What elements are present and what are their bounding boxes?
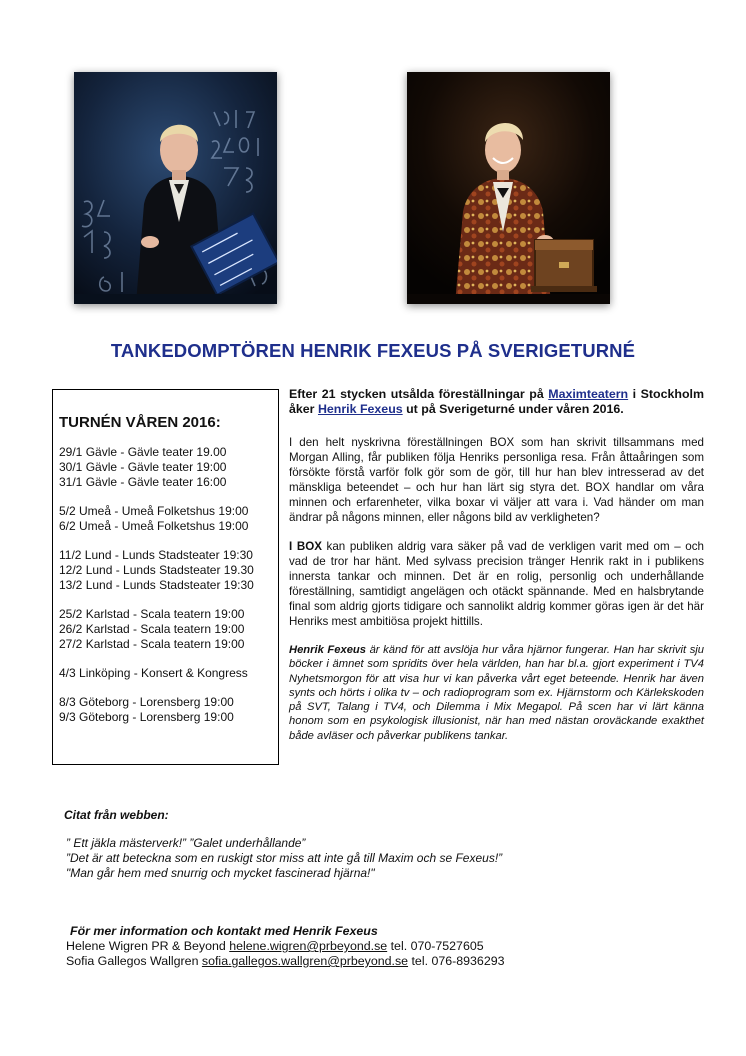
- article-intro: [289, 387, 704, 417]
- tour-group-lund: [59, 548, 278, 593]
- contact-line-sofia: [66, 954, 706, 969]
- contact-line-helene: [66, 939, 706, 954]
- tour-date: 30/1 Gävle - Gävle teater 19:00: [59, 460, 227, 474]
- photo-illustration-left: [74, 72, 277, 304]
- paragraph-text: är känd för att avslöja hur våra hjärnor fungerar. Han har skrivit sju böcker i ämnet som spridits över hela världen, han har bl.a. gjort experiment i TV4 Nyhetsmorgon för att visa hur vi kan påverka vårt eget beteende. Henrik har även synts och hörts i olika tv – och radioprogram som ex. Hjärnstorm och Kärlekskoden på SVT, Talang i TV4, och Dilemma i Mix Megapol. På scen har vi lärt känna honom som en psykologisk illusionist, när han med nästan oroväckande exakthet både avläser och påverkar publikens tankar.: [289, 644, 704, 742]
- intro-text: i Stockholm åker: [289, 387, 704, 416]
- tour-date: 27/2 Karlstad - Scala teatern 19:00: [59, 637, 245, 651]
- sofia-email-link[interactable]: sofia.gallegos.wallgren@prbeyond.se: [201, 954, 409, 968]
- intro-text: ut på Sverigeturné under våren 2016.: [402, 402, 624, 416]
- box-bold-lead: I BOX: [289, 540, 322, 553]
- tour-date: 8/3 Göteborg - Lorensberg 19:00: [59, 695, 234, 709]
- contact-phone: tel. 070-7527605: [387, 939, 484, 953]
- tour-schedule-box: [52, 389, 279, 765]
- helene-email-link[interactable]: helene.wigren@prbeyond.se: [229, 939, 388, 953]
- tour-group-linkoping: [59, 666, 278, 681]
- headline: TANKEDOMPTÖREN HENRIK FEXEUS PÅ SVERIGETURNÉ: [110, 340, 636, 361]
- tour-date: 12/2 Lund - Lunds Stadsteater 19.30: [59, 563, 254, 577]
- tour-group-gavle: [59, 445, 278, 490]
- article-body: [289, 387, 704, 757]
- maximteatern-link[interactable]: Maximteatern: [548, 387, 629, 401]
- tour-date: 25/2 Karlstad - Scala teatern 19:00: [59, 607, 245, 621]
- tour-date: 29/1 Gävle - Gävle teater 19.00: [59, 445, 227, 459]
- photo-illustration-right: [407, 72, 610, 304]
- tour-date: 31/1 Gävle - Gävle teater 16:00: [59, 475, 227, 489]
- tour-date: 11/2 Lund - Lunds Stadsteater 19:30: [59, 548, 253, 562]
- henrik-fexeus-link[interactable]: Henrik Fexeus: [317, 402, 403, 416]
- quote-line: ” Ett jäkla mästerverk!” ”Galet underhållande”: [66, 836, 306, 850]
- quote-line: ”Det är att beteckna som en ruskigt stor miss att inte gå till Maxim och se Fexeus!”: [66, 851, 503, 865]
- contact-title: För mer information och kontakt med Henrik Fexeus: [70, 924, 378, 938]
- tour-group-umea: [59, 504, 278, 534]
- article-paragraph-1: I den helt nyskrivna föreställningen BOX som han skrivit tillsammans med Morgan Alling, får publiken följa Henriks personliga resa. Från åttaåringen som försökte förstå varför folk gör som de gör, till hur han blev intresserad av det mänskliga beteendet – och hur han lärt sig styra det. BOX handlar om våra minnen och erfarenheter, vilka boxar vi väljer att vara i. Vad händer om man ändrar på någons minnen, eller någons bild av verkligheten?: [289, 436, 704, 524]
- article-paragraph-2: [289, 539, 704, 629]
- performer-photo-right: [407, 72, 610, 304]
- tour-title: TURNÉN VÅREN 2016:: [59, 414, 221, 431]
- quotes-section: [66, 808, 706, 881]
- tour-group-karlstad: [59, 607, 278, 652]
- performer-photo-left: [74, 72, 277, 304]
- quotes-title: Citat från webben:: [64, 808, 169, 822]
- intro-text: Efter 21 stycken utsålda föreställningar på: [289, 387, 549, 401]
- article-paragraph-3: [289, 643, 704, 743]
- tour-date: 6/2 Umeå - Umeå Folketshus 19:00: [59, 519, 249, 533]
- fexeus-bold-lead: Henrik Fexeus: [289, 644, 366, 656]
- tour-date: 26/2 Karlstad - Scala teatern 19:00: [59, 622, 245, 636]
- paragraph-text: kan publiken aldrig vara säker på vad de verkligen varit med om – och vad de tror har hänt. Med sylvass precision tränger Henrik rakt in i publikens innersta tankar och minnen. Det är en rolig, personlig och underhållande föreställning, samtidigt angelägen och otäckt spännande. Med en halsbrytande final som aldrig gjorts tidigare och sannolikt aldrig kommer göras igen är det här Henriks mest ambitiösa projekt hittills.: [289, 540, 704, 628]
- contact-name: Sofia Gallegos Wallgren: [66, 954, 202, 968]
- tour-date: 4/3 Linköping - Konsert & Kongress: [59, 666, 248, 680]
- tour-date: 9/3 Göteborg - Lorensberg 19:00: [59, 710, 234, 724]
- contact-name: Helene Wigren PR & Beyond: [66, 939, 230, 953]
- tour-date: 13/2 Lund - Lunds Stadsteater 19:30: [59, 578, 254, 592]
- contact-section: [66, 924, 706, 969]
- quote-line: "Man går hem med snurrig och mycket fascinerad hjärna!": [66, 866, 375, 880]
- tour-group-goteborg: [59, 695, 278, 725]
- contact-phone: tel. 076-8936293: [408, 954, 505, 968]
- tour-date: 5/2 Umeå - Umeå Folketshus 19:00: [59, 504, 249, 518]
